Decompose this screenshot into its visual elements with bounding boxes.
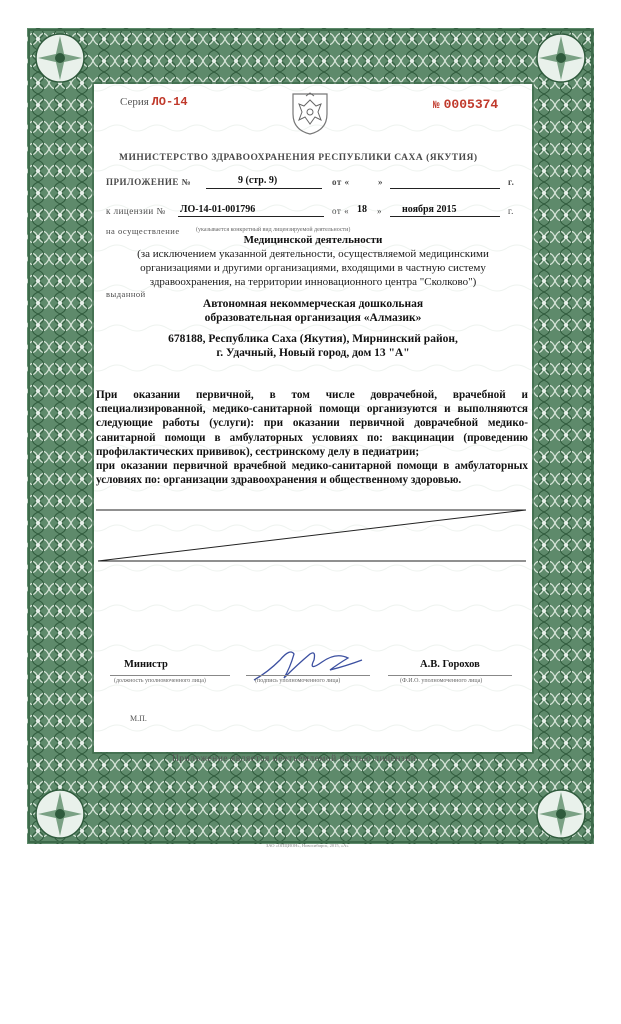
license-number: ЛО-14-01-001796 — [180, 204, 256, 215]
issued-label: выданной — [106, 289, 146, 299]
services-text — [96, 388, 528, 487]
org-name-line: Автономная некоммерческая дошкольная — [202, 298, 424, 310]
activity-title: Медицинской деятельности — [243, 234, 383, 246]
corner-rosette — [36, 790, 84, 838]
org-name-line: образовательная организация «Алмазик» — [204, 312, 422, 324]
serial-number — [433, 95, 498, 113]
coat-of-arms-icon — [289, 90, 331, 136]
appendix-label: ПРИЛОЖЕНИЕ № — [106, 177, 192, 187]
activity-desc-line: здравоохранения, на территории инновационного центра "Сколково") — [149, 276, 477, 288]
license-year-suffix: г. — [508, 206, 514, 216]
appendix-from-label: от « — [332, 177, 350, 187]
appendix-date-underline — [390, 188, 500, 189]
corner-rosette — [537, 790, 585, 838]
services-paragraph: при оказании первичной врачебной медико-санитарной помощи в амбулаторных условиях по: организации здравоохранения и общественному здоровью. — [96, 460, 528, 487]
license-label: к лицензии № — [106, 206, 166, 216]
activity-desc-line: организациями и другими организациями, входящими в частную систему — [140, 262, 486, 274]
license-from-label: от « — [332, 206, 350, 216]
series-label: Серия — [120, 96, 149, 108]
signer-name-hint: (Ф.И.О. уполномоченного лица) — [400, 678, 483, 684]
license-day: 18 — [357, 204, 367, 215]
signature-underline — [246, 675, 370, 676]
stamp-place: М.П. — [130, 714, 147, 723]
ministry-title: МИНИСТЕРСТВО ЗДРАВООХРАНЕНИЯ РЕСПУБЛИКИ САХА (ЯКУТИЯ) — [119, 153, 478, 163]
activity-desc-line: (за исключением указанной деятельности, осуществляемой медицинскими — [137, 248, 489, 260]
license-day-close: » — [377, 206, 382, 216]
footer-note: Приложение является неотъемлемой частью лицензии — [172, 754, 417, 764]
corner-rosette — [537, 34, 585, 82]
address-line: г. Удачный, Новый город, дом 13 "А" — [216, 347, 410, 359]
signer-position-underline — [110, 675, 230, 676]
signer-name: А.В. Горохов — [420, 659, 480, 670]
printer-line: ЗАО «ОПЦИОН», Новосибирск, 2015, «А» — [266, 843, 349, 848]
appendix-year-suffix: г. — [508, 177, 515, 187]
number-value: 0005374 — [443, 97, 499, 112]
activity-label: на осуществление — [106, 226, 180, 236]
series-code: ЛО-14 — [151, 95, 188, 109]
strike-through-lines — [96, 508, 528, 564]
appendix-underline — [206, 188, 322, 189]
license-date-underline — [390, 216, 500, 217]
number-sign: № — [433, 100, 440, 112]
address-line: 678188, Республика Саха (Якутия), Мирнинский район, — [168, 333, 458, 345]
signature-hint: (подпись уполномоченного лица) — [255, 678, 341, 684]
signer-position: Министр — [124, 659, 168, 670]
license-month-year: ноября 2015 — [402, 204, 457, 215]
appendix-from-close: » — [378, 177, 383, 187]
signer-position-hint: (должность уполномоченного лица) — [114, 678, 206, 684]
activity-hint: (указывается конкретный вид лицензируемой деятельности) — [196, 227, 351, 233]
corner-rosette — [36, 34, 84, 82]
appendix-value: 9 (стр. 9) — [238, 175, 278, 186]
license-underline — [178, 216, 324, 217]
series-line — [120, 95, 188, 109]
signer-name-underline — [388, 675, 512, 676]
services-paragraph: При оказании первичной, в том числе доврачебной, врачебной и специализированной, медико-санитарной помощи организуются и выполняются следующие работы (услуги): при оказании первичной доврачебной медико-санитарной помощи в амбулаторных условиях по: вакцинации (проведению профилактических прививок), сестринскому делу в педиатрии; — [96, 389, 528, 458]
